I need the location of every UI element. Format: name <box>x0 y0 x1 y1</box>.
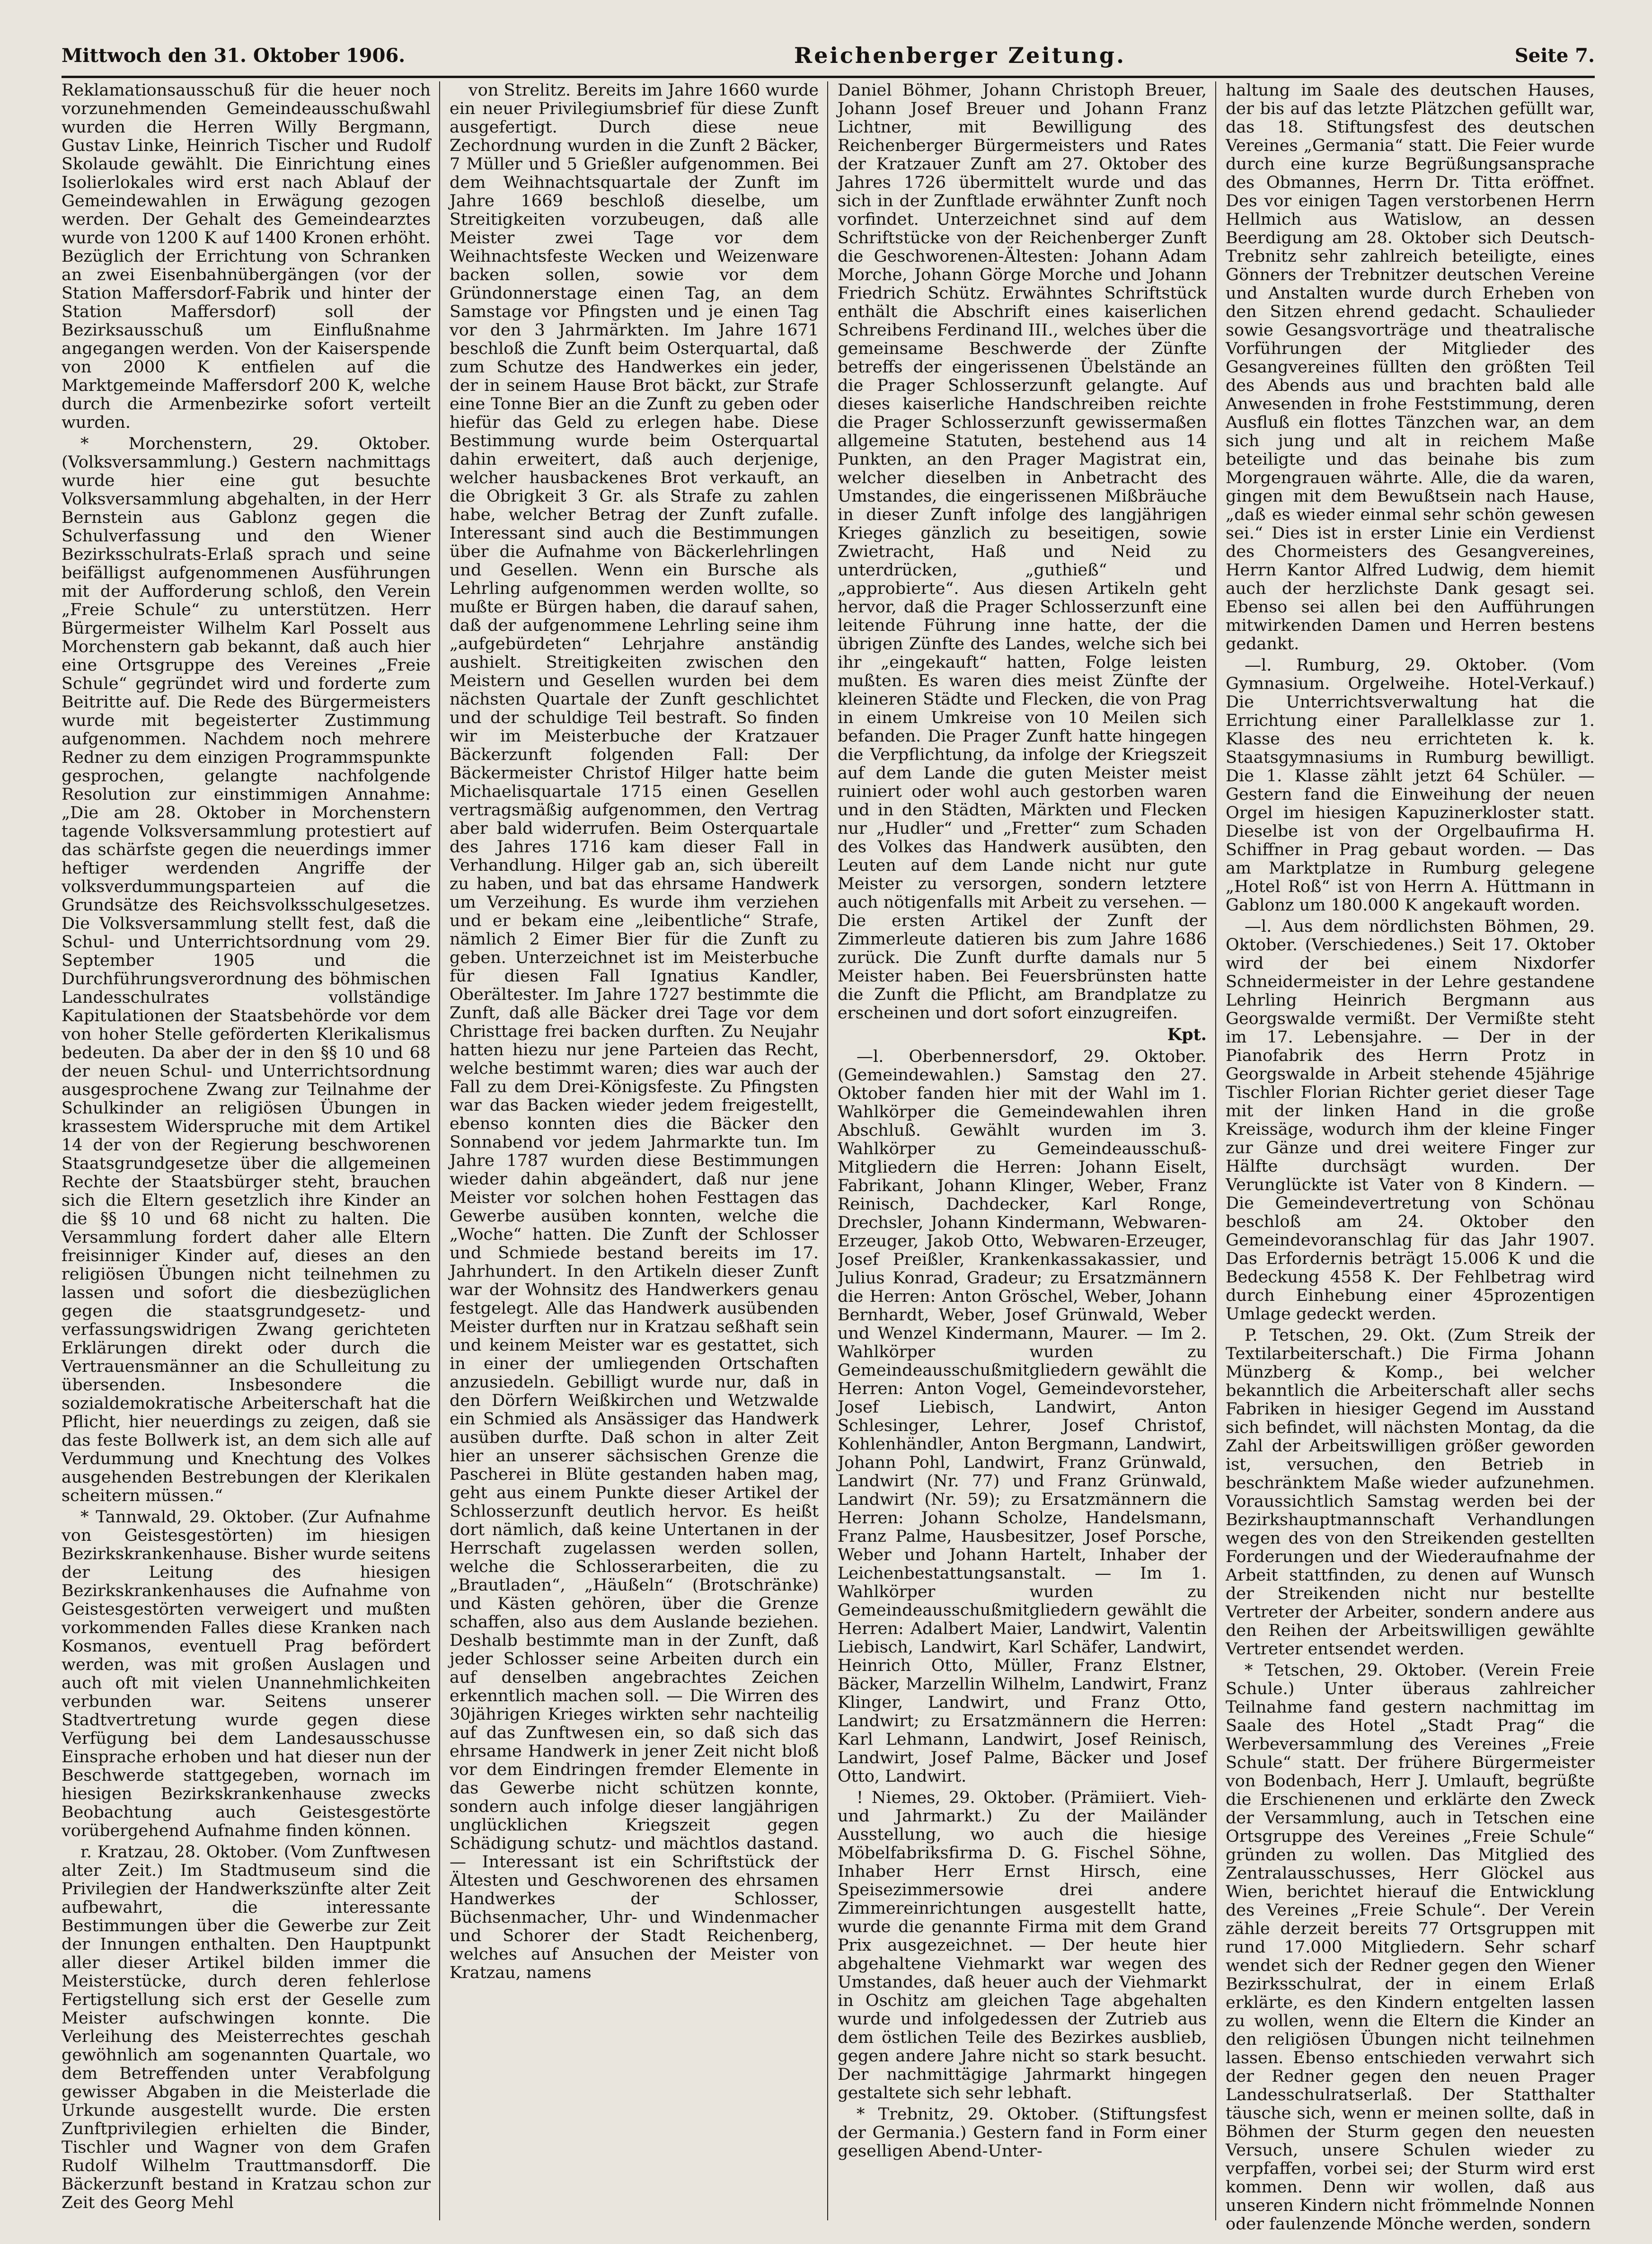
page-header <box>62 39 1595 72</box>
article-paragraph: * Morchenstern, 29. Oktober. (Volksversammlung.) Gestern nachmittags wurde hier eine gut besuchte Volksversammlung abgehalten, in der Herr Bernstein aus Gablonz gegen die Schulverfassung und den Wiener Bezirksschulrats-Erlaß sprach und seine beifälligst aufgenommenen Ausführungen mit der Aufforderung schloß, den Verein „Freie Schule“ zu unterstützen. Herr Bürgermeister Wilhelm Karl Posselt aus Morchenstern gab bekannt, daß auch hier eine Ortsgruppe des Vereines „Freie Schule“ gegründet wird und forderte zum Beitritte auf. Die Rede des Bürgermeisters wurde mit begeisterter Zustimmung aufgenommen. Nachdem noch mehrere Redner zu dem einzigen Programmspunkte gesprochen, gelangte nachfolgende Resolution zur einstimmigen Annahme: „Die am 28. Oktober in Morchenstern tagende Volksversammlung protestiert auf das schärfste gegen die neuerdings immer heftiger werdenden Angriffe der volksverdummungsparteien auf die Grundsätze des Reichsvolksschulgesetzes. Die Volksversammlung stellt fest, daß die Schul- und Unterrichtsordnung vom 29. September 1905 und die Durchführungsverordnung des böhmischen Landesschulrates vollständige Kapitulationen der Staatsbehörde vor dem von hoher Stelle geförderten Klerikalismus bedeuten. Da aber der in den §§ 10 und 68 der neuen Schul- und Unterrichtsordnung ausgesprochene Zwang zur Teilnahme der Schulkinder an religiösen Übungen in krassestem Widerspruche mit dem Artikel 14 der von der Regierung beschworenen Staatsgrundgesetze über die allgemeinen Rechte der Staatsbürger steht, brauchen sich die Eltern gesetzlich ihre Kinder an die §§ 10 und 68 nicht zu halten. Die Versammlung fordert daher alle Eltern freisinniger Kinder auf, dieses an den religiösen Übungen nicht teilnehmen zu lassen und sofort die diesbezüglichen gegen die staatsgrundgesetz- und verfassungswidrigen Zwang gerichteten Erklärungen direkt oder durch die Vertrauensmänner an die Schulleitung zu übersenden. Insbesondere die sozialdemokratische Arbeiterschaft hat die Pflicht, hier neuerdings zu zeigen, daß sie das feste Bollwerk ist, an dem sich alle auf Verdummung und Knechtung des Volkes ausgehenden Bestrebungen der Klerikalen scheitern müssen.“ <box>62 434 431 1505</box>
page-number: Seite 7. <box>1514 44 1595 67</box>
article-paragraph: * Tetschen, 29. Oktober. (Verein Freie Schule.) Unter überaus zahlreicher Teilnahme fand gestern nachmittag im Saale des Hotel „Stadt Prag“ die Werbeversammlung des Vereines „Freie Schule“ statt. Der frühere Bürgermeister von Bodenbach, Herr J. Umlauft, begrüßte die Erschienenen und erklärte den Zweck der Versammlung, auch in Tetschen eine Ortsgruppe des Vereines „Freie Schule“ gründen zu wollen. Das Mitglied des Zentralausschusses, Herr Glöckel aus Wien, berichtet hierauf die Entwicklung des Vereines „Freie Schule“. Der Verein zähle derzeit bereits 77 Ortsgruppen mit rund 17.000 Mitgliedern. Sehr scharf wendet sich der Redner gegen den Wiener Bezirksschulrat, der in einem Erlaß erklärte, es den Kindern entgelten lassen zu wollen, wenn die Eltern die Kinder an den religiösen Übungen nicht teilnehmen lassen. Ebenso entschieden verwahrt sich der Redner gegen den neuen Prager Landesschulratserlaß. Der Statthalter täusche sich, wenn er meinen sollte, daß in Böhmen der Sturm gegen den neuesten Versuch, unsere Schulen wieder zu verpfaffen, vorbei sei; der Sturm wird erst kommen. Denn wir wollen, daß aus unseren Kindern nicht frömmelnde Nonnen oder faulenzende Mönche werden, sondern <box>1226 1661 1595 2234</box>
text-columns <box>62 81 1595 2234</box>
article-paragraph: r. Kratzau, 28. Oktober. (Vom Zunftwesen alter Zeit.) Im Stadtmuseum sind die Privilegien der Handwerkszünfte alter Zeit aufbewahrt, die interessante Bestimmungen über die Gewerbe zur Zeit der Innungen enthalten. Den Hauptpunkt aller dieser Artikel bilden immer die Meisterstücke, durch deren fehlerlose Fertigstellung sich erst der Geselle zum Meister aufschwingen konnte. Die Verleihung des Meisterrechtes geschah gewöhnlich am sogenannten Quartale, wo dem Betreffenden unter Verabfolgung gewisser Abgaben in die Meisterlade die Urkunde ausgestellt wurde. Die ersten Zunftprivilegien erhielten die Binder, Tischler und Wagner von dem Grafen Rudolf Wilhelm Trauttmansdorff. Die Bäckerzunft bestand in Kratzau schon zur Zeit des Georg Mehl <box>62 1843 431 2212</box>
article-paragraph: * Trebnitz, 29. Oktober. (Stiftungsfest der Germania.) Gestern fand in Form einer geselligen Abend-Unter- <box>838 2105 1207 2161</box>
header-date: Mittwoch den 31. Oktober 1906. <box>62 44 406 67</box>
article-paragraph: haltung im Saale des deutschen Hauses, der bis auf das letzte Plätzchen gefüllt war, das 18. Stiftungsfest des deutschen Vereines „Germania“ statt. Die Feier wurde durch eine kurze Begrüßungsansprache des Obmannes, Herrn Dr. Titta eröffnet. Des vor einigen Tagen verstorbenen Herrn Hellmich aus Watislow, an dessen Beerdigung am 28. Oktober sich Deutsch-Trebnitz sehr zahlreich beteiligte, eines Gönners der Trebnitzer deutschen Vereine und Anstalten wurde durch Erheben von den Sitzen ehrend gedacht. Schaulieder sowie Gesangsvorträge und theatralische Vorführungen der Mitglieder des Gesangvereines füllten den größten Teil des Abends aus und brachten bald alle Anwesenden in frohe Feststimmung, deren Ausfluß ein flottes Tänzchen war, an dem sich jung und alt in reichem Maße beteiligte und das beinahe bis zum Morgengrauen währte. Alle, die da waren, gingen mit dem Bewußtsein nach Hause, „daß es wieder einmal sehr schön gewesen sei.“ Dies ist in erster Linie ein Verdienst des Chormeisters des Gesangvereines, Herrn Kantor Alfred Ludwig, dem hiemit auch der herzlichste Dank gesagt sei. Ebenso sei allen bei den Aufführungen mitwirkenden Damen und Herren bestens gedankt. <box>1226 81 1595 654</box>
column-1 <box>62 81 431 2220</box>
article-paragraph: —l. Rumburg, 29. Oktober. (Vom Gymnasium. Orgelweihe. Hotel-Verkauf.) Die Unterrichtsverwaltung hat die Errichtung einer Parallelklasse zur 1. Klasse des neu errichteten k. k. Staatsgymnasiums in Rumburg bewilligt. Die 1. Klasse zählt jetzt 64 Schüler. — Gestern fand die Einweihung der neuen Orgel im hiesigen Kapuzinerkloster statt. Dieselbe ist von der Orgelbaufirma H. Schiffner in Prag gebaut worden. — Das am Marktplatze in Rumburg gelegene „Hotel Roß“ ist von Herrn A. Hüttmann in Gablonz um 180.000 K angekauft worden. <box>1226 656 1595 915</box>
newspaper-title: Reichenberger Zeitung. <box>794 43 1126 68</box>
article-paragraph: P. Tetschen, 29. Okt. (Zum Streik der Textilarbeiterschaft.) Die Firma Johann Münzberg & Komp., bei welcher bekanntlich die Arbeiterschaft aller sechs Fabriken in hiesiger Gegend im Ausstand sich befindet, will nächsten Montag, da die Zahl der Arbeitswilligen größer geworden ist, versuchen, den Betrieb in beschränktem Maße wieder aufzunehmen. Voraussichtlich Samstag werden bei der Bezirkshauptmannschaft Verhandlungen wegen des von den Streikenden gestellten Forderungen und der Wiederaufnahme der Arbeit stattfinden, zu denen auf Wunsch der Streikenden nicht nur bestellte Vertreter der Arbeiter, sondern andere aus den Reihen der Arbeitswilligen gewählte Vertreter entsendet werden. <box>1226 1326 1595 1659</box>
column-2 <box>450 81 819 2220</box>
article-paragraph: Reklamationsausschuß für die heuer noch vorzunehmenden Gemeindeausschußwahl wurden die Herren Willy Bergmann, Gustav Linke, Heinrich Tischer und Rudolf Skolaude gewählt. Die Einrichtung eines Isolierlokales wird erst nach Ablauf der Gemeindewahlen in Erwägung gezogen werden. Der Gehalt des Gemeindearztes wurde von 1200 K auf 1400 Kronen erhöht. Bezüglich der Errichtung von Schranken an zwei Eisenbahnübergängen (vor der Station Maffersdorf-Fabrik und hinter der Station Maffersdorf) soll der Bezirksausschuß um Einflußnahme angegangen werden. Von der Kaiserspende von 2000 K entfielen auf die Marktgemeinde Maffersdorf 200 K, welche durch die Armenbezirke sofort verteilt wurden. <box>62 81 431 432</box>
column-4 <box>1226 81 1595 2234</box>
article-paragraph: * Tannwald, 29. Oktober. (Zur Aufnahme von Geistesgestörten) im hiesigen Bezirkskrankenhause. Bisher wurde seitens der Leitung des hiesigen Bezirkskrankenhauses die Aufnahme von Geistesgestörten verweigert und mußten vorkommenden Falles diese Kranken nach Kosmanos, eventuell Prag befördert werden, was mit großen Auslagen und auch oft mit vielen Unannehmlichkeiten verbunden war. Seitens unserer Stadtvertretung wurde gegen diese Verfügung bei dem Landesausschusse Einsprache erhoben und hat dieser nun der Beschwerde stattgegeben, wornach im hiesigen Bezirkskrankenhause zwecks Beobachtung auch Geistesgestörte vorübergehend Aufnahme finden können. <box>62 1508 431 1840</box>
author-signature: Kpt. <box>1167 1025 1207 1044</box>
column-3 <box>838 81 1207 2220</box>
article-paragraph: Daniel Böhmer, Johann Christoph Breuer, Johann Josef Breuer und Johann Franz Lichtner, mit Bewilligung des Reichenberger Bürgermeisters und Rates der Kratzauer Zunft am 27. Oktober des Jahres 1726 übermittelt wurde und das sich in der Zunftlade erwähnter Zunft noch vorfindet. Unterzeichnet sind auf dem Schriftstücke von der Reichenberger Zunft die Geschworenen-Ältesten: Johann Adam Morche, Johann Görge Morche und Johann Friedrich Schütz. Erwähntes Schriftstück enthält die Abschrift eines kaiserlichen Schreibens Ferdinand III., welches über die gemeinsame Beschwerde der Zünfte betreffs der eingerissenen Übelstände an die Prager Schlosserzunft gelangte. Auf dieses kaiserliche Handschreiben reichte die Prager Schlosserzunft gewissermaßen allgemeine Statuten, bestehend aus 14 Punkten, an den Prager Magistrat ein, welcher dieselben in Anbetracht des Umstandes, die eingerissenen Mißbräuche in dieser Zunft infolge des langjährigen Krieges gänzlich zu beseitigen, sowie Zwietracht, Haß und Neid zu unterdrücken, „guthieß“ und „approbierte“. Aus diesen Artikeln geht hervor, daß die Prager Schlosserzunft eine leitende Führung inne hatte, der die übrigen Zünfte des Landes, welche sich bei ihr „eingekauft“ hatten, Folge leisten mußten. Es waren dies meist Zünfte der kleineren Städte und Flecken, die von Prag in einem Umkreise von 10 Meilen sich befanden. Die Prager Zunft hatte hingegen die Verpflichtung, da infolge der Kriegszeit auf dem Lande die guten Meister meist ruiniert oder wohl auch gestorben waren und in den Städten, Märkten und Flecken nur „Hudler“ und „Fretter“ zum Schaden des Volkes das Handwerk ausübten, den Leuten auf dem Lande nicht nur gute Meister zu versorgen, sondern letztere auch nötigenfalls mit Arbeit zu versehen. — Die ersten Artikel der Zunft der Zimmerleute datieren bis zum Jahre 1686 zurück. Die Zunft durfte damals nur 5 Meister haben. Bei Feuersbrünsten hatte die Zunft die Pflicht, am Brandplatze zu erscheinen und dort sofort einzugreifen. <box>838 81 1207 1023</box>
article-paragraph: ! Niemes, 29. Oktober. (Prämiiert. Vieh- und Jahrmarkt.) Zu der Mailänder Ausstellung, wo auch die hiesige Möbelfabriksfirma D. G. Fischel Söhne, Inhaber Herr Ernst Hirsch, eine Speisezimmersowie drei andere Zimmereinrichtungen ausgestellt hatte, wurde die genannte Firma mit dem Grand Prix ausgezeichnet. — Der heute hier abgehaltene Viehmarkt war wegen des Umstandes, daß heuer auch der Viehmarkt in Oschitz am gleichen Tage abgehalten wurde und infolgedessen der Zutrieb aus dem östlichen Teile des Bezirkes ausblieb, gegen andere Jahre nicht so stark besucht. Der nachmittägige Jahrmarkt hingegen gestaltete sich sehr lebhaft. <box>838 1788 1207 2103</box>
article-paragraph: —l. Oberbennersdorf, 29. Oktober. (Gemeindewahlen.) Samstag den 27. Oktober fanden hier mit der Wahl im 1. Wahlkörper die Gemeindewahlen ihren Abschluß. Gewählt wurden im 3. Wahlkörper zu Gemeindeausschuß-Mitgliedern die Herren: Johann Eiselt, Fabrikant, Johann Klinger, Weber, Franz Reinisch, Dachdecker, Karl Ronge, Drechsler, Johann Kindermann, Webwaren-Erzeuger, Jakob Otto, Webwaren-Erzeuger, Josef Preißler, Krankenkassakassier, und Julius Konrad, Gradeur; zu Ersatzmännern die Herren: Anton Gröschel, Weber, Johann Bernhardt, Weber, Josef Grünwald, Weber und Wenzel Kindermann, Maurer. — Im 2. Wahlkörper wurden zu Gemeindeausschußmitgliedern gewählt die Herren: Anton Vogel, Gemeindevorsteher, Josef Liebisch, Landwirt, Anton Schlesinger, Lehrer, Josef Christof, Kohlenhändler, Anton Bergmann, Landwirt, Johann Pohl, Landwirt, Franz Grünwald, Landwirt (Nr. 77) und Franz Grünwald, Landwirt (Nr. 59); zu Ersatzmännern die Herren: Johann Scholze, Handelsmann, Franz Palme, Hausbesitzer, Josef Porsche, Weber und Johann Hartelt, Inhaber der Leichenbestattungsanstalt. — Im 1. Wahlkörper wurden zu Gemeindeausschußmitgliedern gewählt die Herren: Adalbert Maier, Landwirt, Valentin Liebisch, Landwirt, Karl Schäfer, Landwirt, Heinrich Otto, Müller, Franz Elstner, Bäcker, Marzellin Wilhelm, Landwirt, Franz Klinger, Landwirt, und Franz Otto, Landwirt; zu Ersatzmännern die Herren: Karl Lehmann, Landwirt, Josef Reinisch, Landwirt, Josef Palme, Bäcker und Josef Otto, Landwirt. <box>838 1047 1207 1786</box>
article-paragraph: —l. Aus dem nördlichsten Böhmen, 29. Oktober. (Verschiedenes.) Seit 17. Oktober wird der bei einem Nixdorfer Schneidermeister in der Lehre gestandene Lehrling Heinrich Bergmann aus Georgswalde vermißt. Der Vermißte steht im 17. Lebensjahre. — Der in der Pianofabrik des Herrn Protz in Georgswalde in Arbeit stehende 45jährige Tischler Florian Richter geriet dieser Tage mit der linken Hand in die große Kreissäge, wodurch ihm der kleine Finger zur Gänze und drei weitere Finger zur Hälfte durchsägt wurden. Der Verunglückte ist Vater von 8 Kindern. — Die Gemeindevertretung von Schönau beschloß am 24. Oktober den Gemeindevoranschlag für das Jahr 1907. Das Erfordernis beträgt 15.006 K und die Bedeckung 4558 K. Der Fehlbetrag wird durch Einhebung einer 45prozentigen Umlage gedeckt werden. <box>1226 917 1595 1324</box>
header-rule <box>62 76 1595 78</box>
article-paragraph: von Strelitz. Bereits im Jahre 1660 wurde ein neuer Privilegiumsbrief für diese Zunft ausgefertigt. Durch diese neue Zechordnung wurden in die Zunft 2 Bäcker, 7 Müller und 5 Grießler aufgenommen. Bei dem Weihnachtsquartale der Zunft im Jahre 1669 beschloß dieselbe, um Streitigkeiten vorzubeugen, daß alle Meister zwei Tage vor dem Weihnachtsfeste Wecken und Weizenware backen sollen, sowie vor dem Gründonnerstage einen Tag, an dem Samstage vor Pfingsten und je einen Tag vor den 3 Jahrmärkten. Im Jahre 1671 beschloß die Zunft beim Osterquartal, daß zum Schutze des Handwerkes ein jeder, der in seinem Hause Brot bäckt, zur Strafe eine Tonne Bier an die Zunft zu geben oder hiefür das Geld zu erlegen habe. Diese Bestimmung wurde beim Osterquartal dahin erweitert, daß auch derjenige, welcher hausbackenes Brot verkauft, an die Obrigkeit 3 Gr. als Strafe zu zahlen habe, welcher Betrag der Zunft zufalle. Interessant sind auch die Bestimmungen über die Aufnahme von Bäckerlehrlingen und Gesellen. Wenn ein Bursche als Lehrling aufgenommen werden wollte, so mußte er Bürgen haben, die darauf sahen, daß der aufgenommene Lehrling seine ihm „aufgebürdeten“ Lehrjahre anständig aushielt. Streitigkeiten zwischen den Meistern und Gesellen wurden bei dem nächsten Quartale der Zunft geschlichtet und der schuldige Teil bestraft. So finden wir im Meisterbuche der Kratzauer Bäckerzunft folgenden Fall: Der Bäckermeister Christof Hilger hatte beim Michaelisquartale 1715 einen Gesellen vertragsmäßig aufgenommen, den Vertrag aber bald widerrufen. Beim Osterquartale des Jahres 1716 kam dieser Fall in Verhandlung. Hilger gab an, sich übereilt zu haben, und bat das ehrsame Handwerk um Verzeihung. Es wurde ihm verziehen und er bekam eine „leibentliche“ Strafe, nämlich 2 Eimer Bier für die Zunft zu geben. Unterzeichnet ist im Meisterbuche für diesen Fall Ignatius Kandler, Oberältester. Im Jahre 1727 bestimmte die Zunft, daß alle Bäcker drei Tage vor dem Christtage frei backen durften. Zu Neujahr hatten hiezu nur jene Parteien das Recht, welche bestimmt waren; dies war auch der Fall zu dem Drei-Königsfeste. Zu Pfingsten war das Backen wieder jedem freigestellt, ebenso konnten dies die Bäcker den Sonnabend vor jedem Jahrmarkte tun. Im Jahre 1787 wurden diese Bestimmungen wieder dahin abgeändert, daß nur jene Meister vor solchen hohen Festtagen das Gewerbe ausüben konnten, welche die „Woche“ hatten. Die Zunft der Schlosser und Schmiede bestand bereits im 17. Jahrhundert. In den Artikeln dieser Zunft war der Wohnsitz des Handwerkers genau festgelegt. Alle das Handwerk ausübenden Meister durften nur in Kratzau seßhaft sein und keinem Meister war es gestattet, sich in einer der umliegenden Ortschaften anzusiedeln. Gebilligt wurde nur, daß in den Dörfern Weißkirchen und Wetzwalde ein Schmied als Ansässiger das Handwerk ausüben durfte. Daß schon in alter Zeit hier an unserer sächsischen Grenze die Pascherei in Blüte gestanden haben mag, geht aus einem Punkte dieser Artikel der Schlosserzunft deutlich hervor. Es heißt dort nämlich, daß keine Untertanen in der Herrschaft zugelassen werden sollen, welche die Schlosserarbeiten, die zu „Brautladen“, „Häußeln“ (Brotschränke) und Kästen gehören, über die Grenze schaffen, also aus dem Auslande beziehen. Deshalb bestimmte man in der Zunft, daß jeder Schlosser seine Arbeiten durch ein auf denselben angebrachtes Zeichen erkenntlich machen soll. — Die Wirren des 30jährigen Krieges wirkten sehr nachteilig auf das Zunftwesen ein, so daß sich das ehrsame Handwerk in jener Zeit nicht bloß vor dem Eindringen fremder Elemente in das Gewerbe nicht schützen konnte, sondern auch infolge dieser langjährigen unglücklichen Kriegszeit gegen Schädigung schutz- und mächtlos dastand. — Interessant ist ein Schriftstück der Ältesten und Geschworenen des ehrsamen Handwerkes der Schlosser, Büchsenmacher, Uhr- und Windenmacher und Schorer der Stadt Reichenberg, welches auf Ansuchen der Meister von Kratzau, namens <box>450 81 819 1982</box>
